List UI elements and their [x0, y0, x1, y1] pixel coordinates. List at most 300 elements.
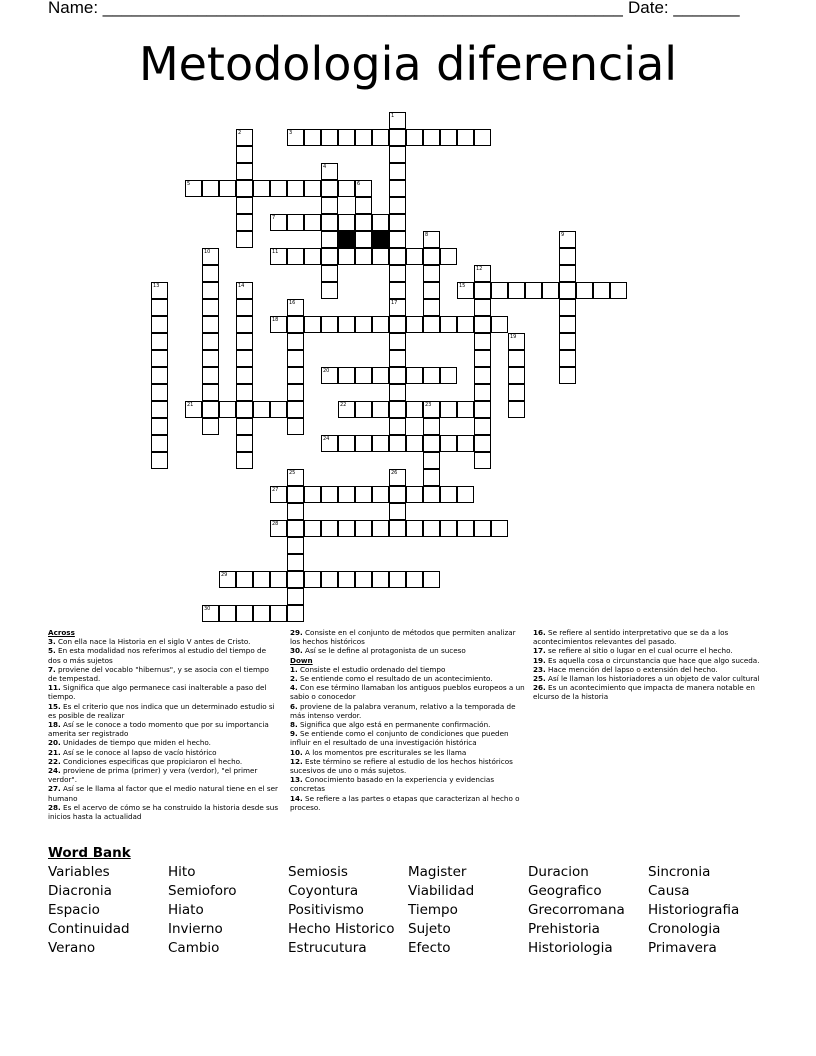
crossword-cell[interactable]	[474, 401, 491, 418]
clue-item	[533, 646, 765, 655]
crossword-cell[interactable]	[304, 520, 321, 537]
word-bank-item: Grecorromana	[528, 902, 625, 918]
crossword-cell[interactable]	[491, 520, 508, 537]
crossword-cell[interactable]	[236, 333, 253, 350]
page-title: Metodologia diferencial	[138, 37, 678, 91]
word-bank-item: Hecho Historico	[288, 921, 395, 937]
crossword-cell[interactable]	[287, 554, 304, 571]
crossword-cell[interactable]	[236, 282, 253, 299]
crossword-cell[interactable]	[355, 435, 372, 452]
crossword-cell[interactable]	[253, 571, 270, 588]
crossword-cell[interactable]	[202, 350, 219, 367]
crossword-cell[interactable]	[559, 248, 576, 265]
crossword-cell[interactable]	[372, 486, 389, 503]
clue-text: Es aquella cosa o circunstancia que hace que algo suceda.	[548, 655, 760, 665]
crossword-cell[interactable]	[236, 214, 253, 231]
crossword-cell[interactable]	[236, 367, 253, 384]
crossword-cell[interactable]	[287, 469, 304, 486]
crossword-cell[interactable]	[287, 367, 304, 384]
crossword-cell[interactable]	[372, 401, 389, 418]
crossword-cell[interactable]	[474, 384, 491, 401]
crossword-cell[interactable]	[202, 248, 219, 265]
crossword-cell[interactable]	[406, 129, 423, 146]
clue-text: Se refiere al sentido interpretativo que se da a los acontecimientos relevantes del pasado.	[533, 628, 729, 647]
clue-item	[48, 665, 280, 683]
crossword-cell[interactable]	[236, 231, 253, 248]
crossword-cell[interactable]	[287, 503, 304, 520]
crossword-cell[interactable]	[338, 180, 355, 197]
crossword-cell[interactable]	[440, 367, 457, 384]
crossword-cell[interactable]	[372, 571, 389, 588]
clue-item	[290, 720, 526, 729]
crossword-cell[interactable]	[389, 418, 406, 435]
crossword-cell[interactable]	[474, 418, 491, 435]
clue-text: Con ese término llamaban los antiguos pueblos europeos a un sabio o conocedor	[290, 683, 525, 702]
clue-number-label: 21.	[48, 747, 61, 757]
crossword-cell[interactable]	[321, 180, 338, 197]
crossword-cell[interactable]	[236, 452, 253, 469]
crossword-cell[interactable]	[389, 299, 406, 316]
crossword-cell[interactable]	[423, 418, 440, 435]
crossword-cell[interactable]	[474, 299, 491, 316]
crossword-cell[interactable]	[202, 418, 219, 435]
crossword-cell[interactable]	[287, 571, 304, 588]
crossword-cell[interactable]	[474, 520, 491, 537]
crossword-cell[interactable]	[423, 316, 440, 333]
crossword-cell[interactable]	[321, 571, 338, 588]
crossword-cell[interactable]	[389, 214, 406, 231]
crossword-cell[interactable]	[440, 486, 457, 503]
crossword-cell[interactable]	[389, 248, 406, 265]
crossword-cell[interactable]	[202, 282, 219, 299]
crossword-cell[interactable]	[474, 350, 491, 367]
crossword-cell[interactable]	[151, 452, 168, 469]
crossword-cell[interactable]	[321, 214, 338, 231]
crossword-cell[interactable]	[287, 129, 304, 146]
crossword-cell[interactable]	[389, 282, 406, 299]
crossword-cell[interactable]	[389, 163, 406, 180]
crossword-cell[interactable]	[236, 384, 253, 401]
clue-item	[290, 665, 526, 674]
crossword-cell[interactable]	[236, 401, 253, 418]
crossword-cell[interactable]	[389, 180, 406, 197]
word-bank-item: Diacronia	[48, 883, 112, 899]
crossword-cell[interactable]	[151, 282, 168, 299]
crossword-cell[interactable]	[202, 401, 219, 418]
crossword-cell[interactable]	[287, 316, 304, 333]
crossword-cell[interactable]	[474, 265, 491, 282]
clue-item	[290, 757, 526, 775]
crossword-cell[interactable]	[389, 197, 406, 214]
crossword-cell[interactable]	[321, 231, 338, 248]
clue-number: 25	[289, 470, 296, 476]
crossword-cell[interactable]	[525, 282, 542, 299]
crossword-cell[interactable]	[321, 486, 338, 503]
crossword-cell[interactable]	[491, 316, 508, 333]
crossword-cell[interactable]	[508, 401, 525, 418]
crossword-cell[interactable]	[151, 384, 168, 401]
crossword-cell[interactable]	[474, 282, 491, 299]
crossword-cell[interactable]	[576, 282, 593, 299]
crossword-cell[interactable]	[270, 520, 287, 537]
crossword-cell[interactable]	[389, 231, 406, 248]
word-bank-item: Historiologia	[528, 940, 613, 956]
crossword-cell[interactable]	[236, 571, 253, 588]
crossword-cell[interactable]	[355, 231, 372, 248]
clues-column-3	[533, 628, 765, 702]
crossword-cell[interactable]	[389, 571, 406, 588]
clue-text: proviene del vocablo "hibernus", y se asocia con el tiempo de tempestad.	[48, 664, 269, 684]
crossword-cell[interactable]	[389, 486, 406, 503]
crossword-cell[interactable]	[321, 163, 338, 180]
crossword-cell[interactable]	[355, 129, 372, 146]
crossword-cell[interactable]	[474, 452, 491, 469]
crossword-cell[interactable]	[287, 401, 304, 418]
clue-number-label: 27.	[48, 784, 61, 794]
crossword-cell[interactable]	[270, 316, 287, 333]
crossword-cell[interactable]	[372, 520, 389, 537]
crossword-cell[interactable]	[389, 367, 406, 384]
crossword-cell[interactable]	[423, 435, 440, 452]
crossword-cell[interactable]	[406, 401, 423, 418]
crossword-cell[interactable]	[287, 299, 304, 316]
clue-text: Se entiende como el conjunto de condiciones que pueden influir en el resultado de una investigación histórica	[290, 729, 509, 748]
word-bank-item: Viabilidad	[408, 883, 475, 899]
crossword-cell[interactable]	[355, 316, 372, 333]
crossword-cell[interactable]	[304, 180, 321, 197]
crossword-cell[interactable]	[151, 350, 168, 367]
crossword-cell[interactable]	[236, 129, 253, 146]
crossword-cell[interactable]	[355, 401, 372, 418]
crossword-cell[interactable]	[423, 486, 440, 503]
crossword-cell[interactable]	[287, 248, 304, 265]
crossword-cell[interactable]	[559, 282, 576, 299]
crossword-cell[interactable]	[338, 520, 355, 537]
crossword-cell[interactable]	[389, 435, 406, 452]
crossword-cell[interactable]	[304, 248, 321, 265]
crossword-cell[interactable]	[457, 401, 474, 418]
name-field[interactable]: Name: _______________________________________________________	[48, 0, 623, 17]
crossword-cell[interactable]	[355, 197, 372, 214]
crossword-cell[interactable]	[321, 367, 338, 384]
crossword-cell[interactable]	[321, 520, 338, 537]
crossword-cell[interactable]	[559, 265, 576, 282]
crossword-cell[interactable]	[270, 214, 287, 231]
crossword-cell[interactable]	[355, 486, 372, 503]
crossword-cell[interactable]	[423, 367, 440, 384]
crossword-cell[interactable]	[559, 299, 576, 316]
crossword-cell[interactable]	[389, 333, 406, 350]
crossword-cell[interactable]	[457, 435, 474, 452]
clue-number-label: 28.	[48, 802, 61, 812]
crossword-cell[interactable]	[151, 401, 168, 418]
crossword-cell[interactable]	[338, 316, 355, 333]
crossword-cell[interactable]	[287, 418, 304, 435]
crossword-cell[interactable]	[389, 384, 406, 401]
crossword-cell[interactable]	[372, 316, 389, 333]
crossword-cell[interactable]	[457, 316, 474, 333]
crossword-cell[interactable]	[202, 316, 219, 333]
crossword-cell[interactable]	[338, 486, 355, 503]
crossword-cell[interactable]	[440, 316, 457, 333]
crossword-cell[interactable]	[406, 248, 423, 265]
crossword-cell[interactable]	[508, 333, 525, 350]
crossword-cell[interactable]	[321, 248, 338, 265]
crossword-cell[interactable]	[508, 367, 525, 384]
clue-number-label: 3.	[48, 637, 56, 647]
crossword-cell[interactable]	[219, 605, 236, 622]
clue-number-label: 10.	[290, 747, 303, 757]
crossword-cell[interactable]	[508, 384, 525, 401]
crossword-cell[interactable]	[593, 282, 610, 299]
crossword-cell[interactable]	[304, 129, 321, 146]
crossword-cell[interactable]	[321, 282, 338, 299]
crossword-cell[interactable]	[457, 129, 474, 146]
crossword-cell[interactable]	[559, 316, 576, 333]
crossword-cell[interactable]	[287, 605, 304, 622]
crossword-cell[interactable]	[338, 129, 355, 146]
crossword-cell[interactable]	[372, 129, 389, 146]
word-bank-item: Historiografia	[648, 902, 740, 918]
clue-number-label: 11.	[48, 683, 61, 693]
clue-number: 19	[510, 334, 517, 340]
crossword-cell[interactable]	[219, 571, 236, 588]
crossword-cell[interactable]	[253, 180, 270, 197]
crossword-cell[interactable]	[406, 520, 423, 537]
crossword-cell[interactable]	[355, 571, 372, 588]
crossword-cell[interactable]	[304, 214, 321, 231]
clue-item	[290, 674, 526, 683]
crossword-cell[interactable]	[321, 316, 338, 333]
crossword-cell[interactable]	[372, 214, 389, 231]
date-field[interactable]: Date: _______	[628, 0, 740, 17]
crossword-cell[interactable]	[406, 316, 423, 333]
crossword-cell[interactable]	[287, 520, 304, 537]
clue-number: 17	[391, 300, 398, 306]
word-bank-item: Variables	[48, 864, 110, 880]
crossword-cell[interactable]	[236, 163, 253, 180]
clue-item	[48, 637, 280, 646]
crossword-cell[interactable]	[287, 384, 304, 401]
crossword-cell[interactable]	[508, 350, 525, 367]
crossword-cell[interactable]	[355, 520, 372, 537]
crossword-cell[interactable]	[338, 367, 355, 384]
clue-text: Así le llaman los historiadores a un objeto de valor cultural	[548, 674, 760, 684]
crossword-cell[interactable]	[151, 418, 168, 435]
clue-text: A los momentos pre escriturales se les llama	[305, 747, 467, 757]
crossword-cell[interactable]	[372, 367, 389, 384]
crossword-cell[interactable]	[389, 265, 406, 282]
clue-number: 11	[272, 249, 279, 255]
crossword-cell[interactable]	[287, 333, 304, 350]
crossword-cell[interactable]	[202, 299, 219, 316]
crossword-cell[interactable]	[236, 418, 253, 435]
crossword-cell[interactable]	[406, 367, 423, 384]
crossword-cell[interactable]	[287, 180, 304, 197]
crossword-cell[interactable]	[423, 401, 440, 418]
crossword-cell[interactable]	[270, 180, 287, 197]
crossword-cell[interactable]	[304, 571, 321, 588]
crossword-cell[interactable]	[185, 401, 202, 418]
crossword-cell[interactable]	[423, 571, 440, 588]
crossword-cell[interactable]	[321, 129, 338, 146]
clue-text: Conocimiento basado en la experiencia y evidencias concretas	[290, 775, 495, 794]
clue-number-label: 4.	[290, 683, 298, 693]
crossword-cell[interactable]	[202, 367, 219, 384]
crossword-cell[interactable]	[236, 197, 253, 214]
crossword-cell[interactable]	[202, 265, 219, 282]
clue-number-label: 16.	[533, 628, 546, 637]
crossword-cell[interactable]	[389, 316, 406, 333]
crossword-cell[interactable]	[236, 316, 253, 333]
clue-text: se refiere al sitio o lugar en el cual ocurre el hecho.	[548, 646, 733, 656]
crossword-cell[interactable]	[559, 367, 576, 384]
crossword-cell[interactable]	[151, 367, 168, 384]
crossword-cell[interactable]	[338, 571, 355, 588]
crossword-cell[interactable]	[219, 401, 236, 418]
crossword-cell[interactable]	[202, 333, 219, 350]
crossword-cell[interactable]	[423, 248, 440, 265]
crossword-cell[interactable]	[270, 248, 287, 265]
clue-number: 6	[357, 181, 361, 187]
crossword-cell[interactable]	[389, 146, 406, 163]
crossword-cell[interactable]	[423, 469, 440, 486]
crossword-cell[interactable]	[389, 112, 406, 129]
clue-number-label: 25.	[533, 674, 546, 684]
crossword-cell[interactable]	[338, 435, 355, 452]
crossword-cell[interactable]	[559, 333, 576, 350]
crossword-cell[interactable]	[372, 435, 389, 452]
crossword-cell[interactable]	[440, 435, 457, 452]
crossword-cell[interactable]	[423, 265, 440, 282]
crossword-cell[interactable]	[474, 316, 491, 333]
clue-item	[290, 775, 526, 793]
crossword-cell[interactable]	[151, 333, 168, 350]
crossword-cell[interactable]	[389, 129, 406, 146]
crossword-cell[interactable]	[372, 248, 389, 265]
clue-number: 10	[204, 249, 211, 255]
clue-number-label: 23.	[533, 664, 546, 674]
crossword-cell[interactable]	[457, 520, 474, 537]
crossword-cell[interactable]	[406, 435, 423, 452]
crossword-cell[interactable]	[491, 282, 508, 299]
crossword-cell[interactable]	[423, 129, 440, 146]
crossword-cell[interactable]	[151, 299, 168, 316]
crossword-cell[interactable]	[338, 401, 355, 418]
crossword-cell[interactable]	[202, 384, 219, 401]
crossword-cell[interactable]	[202, 605, 219, 622]
crossword-cell[interactable]	[423, 299, 440, 316]
crossword-cell[interactable]	[389, 401, 406, 418]
crossword-cell[interactable]	[474, 435, 491, 452]
crossword-cell[interactable]	[236, 350, 253, 367]
crossword-cell[interactable]	[559, 231, 576, 248]
crossword-cell[interactable]	[270, 605, 287, 622]
crossword-cell[interactable]	[423, 282, 440, 299]
crossword-cell[interactable]	[270, 486, 287, 503]
crossword-cell[interactable]	[610, 282, 627, 299]
crossword-cell[interactable]	[287, 486, 304, 503]
crossword-cell[interactable]	[355, 214, 372, 231]
crossword-cell[interactable]	[406, 571, 423, 588]
crossword-cell[interactable]	[389, 520, 406, 537]
crossword-cell[interactable]	[355, 248, 372, 265]
clue-text: Así se le conoce a todo momento que por su importancia amerita ser registrado	[48, 720, 269, 739]
clue-item	[48, 702, 280, 720]
crossword-cell[interactable]	[457, 486, 474, 503]
crossword-cell[interactable]	[304, 486, 321, 503]
crossword-cell[interactable]	[474, 129, 491, 146]
crossword-cell[interactable]	[423, 452, 440, 469]
crossword-cell[interactable]	[542, 282, 559, 299]
crossword-cell[interactable]	[389, 350, 406, 367]
crossword-cell[interactable]	[440, 248, 457, 265]
crossword-cell[interactable]	[338, 248, 355, 265]
clue-number-label: 29.	[290, 628, 303, 637]
crossword-cell[interactable]	[151, 316, 168, 333]
crossword-cell[interactable]	[270, 571, 287, 588]
crossword-cell[interactable]	[406, 486, 423, 503]
clue-item	[48, 683, 280, 701]
word-bank-item: Cronologia	[648, 921, 721, 937]
crossword-cell[interactable]	[338, 214, 355, 231]
clue-number-label: 1.	[290, 664, 298, 674]
crossword-cell[interactable]	[287, 537, 304, 554]
crossword-cell[interactable]	[321, 197, 338, 214]
crossword-cell[interactable]	[440, 401, 457, 418]
crossword-cell[interactable]	[270, 401, 287, 418]
crossword-cell[interactable]	[321, 265, 338, 282]
crossword-cell[interactable]	[457, 282, 474, 299]
crossword-cell[interactable]	[304, 316, 321, 333]
crossword-cell[interactable]	[236, 180, 253, 197]
clue-number: 5	[187, 181, 191, 187]
crossword-cell[interactable]	[151, 435, 168, 452]
crossword-cell[interactable]	[202, 180, 219, 197]
clue-number-label: 6.	[290, 701, 298, 711]
clue-number: 23	[425, 402, 432, 408]
crossword-cell[interactable]	[440, 520, 457, 537]
crossword-cell[interactable]	[185, 180, 202, 197]
crossword-cell[interactable]	[389, 503, 406, 520]
crossword-cell[interactable]	[287, 588, 304, 605]
clue-number-label: 2.	[290, 674, 298, 684]
crossword-cell[interactable]	[559, 350, 576, 367]
clue-item	[290, 729, 526, 747]
crossword-cell[interactable]	[355, 367, 372, 384]
crossword-cell[interactable]	[474, 333, 491, 350]
crossword-cell[interactable]	[321, 435, 338, 452]
crossword-cell[interactable]	[253, 605, 270, 622]
word-bank-item: Hiato	[168, 902, 204, 918]
crossword-cell[interactable]	[440, 129, 457, 146]
crossword-cell[interactable]	[355, 180, 372, 197]
crossword-cell[interactable]	[236, 146, 253, 163]
crossword-cell[interactable]	[219, 180, 236, 197]
crossword-cell[interactable]	[287, 214, 304, 231]
crossword-cell[interactable]	[236, 605, 253, 622]
crossword-cell[interactable]	[287, 350, 304, 367]
crossword-cell[interactable]	[253, 401, 270, 418]
clue-number: 7	[272, 215, 276, 221]
crossword-cell[interactable]	[236, 299, 253, 316]
crossword-cell[interactable]	[474, 367, 491, 384]
crossword-cell[interactable]	[236, 435, 253, 452]
crossword-cell[interactable]	[423, 520, 440, 537]
crossword-cell[interactable]	[423, 231, 440, 248]
crossword-cell[interactable]	[508, 282, 525, 299]
crossword-cell[interactable]	[389, 469, 406, 486]
